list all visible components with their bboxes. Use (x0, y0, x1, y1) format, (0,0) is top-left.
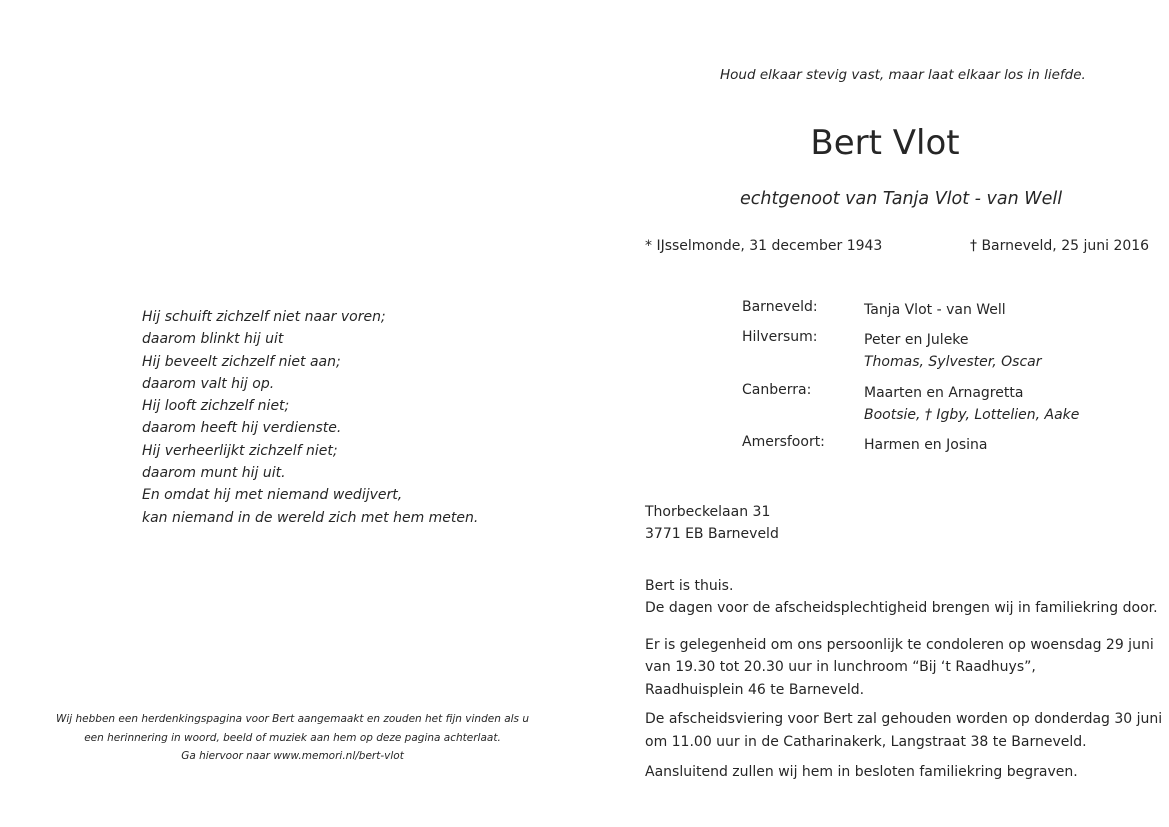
family-row (742, 434, 1079, 456)
info-line: Raadhuisplein 46 te Barneveld. (645, 681, 865, 698)
address-street: Thorbeckelaan 31 (645, 504, 771, 520)
address (645, 501, 779, 546)
poem-line: kan niemand in de wereld zich met hem meten. (142, 509, 479, 526)
family-names: Maarten en Arnagretta (864, 385, 1024, 401)
info-line: Bert is thuis. (645, 577, 734, 594)
family-city: Canberra: (742, 382, 812, 398)
memorial-note (40, 710, 545, 766)
family-row (742, 382, 1079, 434)
memorial-note-line: Wij hebben een herdenkingspagina voor Bert aangemaakt en zouden het fijn vinden als u (55, 713, 530, 725)
family-row (742, 299, 1079, 329)
poem-line: Hij verheerlijkt zichzelf niet; (142, 442, 338, 459)
family-city: Barneveld: (742, 299, 818, 315)
family-names: Harmen en Josina (864, 437, 988, 453)
death-info: † Barneveld, 25 juni 2016 (970, 238, 1150, 254)
info-line: van 19.30 tot 20.30 uur in lunchroom “Bij ‘t Raadhuys”, (645, 659, 1036, 676)
family-names: Tanja Vlot - van Well (864, 302, 1006, 318)
spouse-line: echtgenoot van Tanja Vlot - van Well (740, 189, 1063, 209)
poem-line: Hij schuift zichzelf niet naar voren; (142, 309, 386, 325)
family-city: Hilversum: (742, 329, 818, 345)
info-line: Er is gelegenheid om ons persoonlijk te condoleren op woensdag 29 juni (645, 637, 1154, 654)
memorial-note-line: Ga hiervoor naar www.memori.nl/bert-vlot (181, 750, 404, 762)
poem-line: daarom munt hij uit. (142, 465, 286, 482)
poem (142, 306, 478, 529)
info-line: De dagen voor de afscheidsplechtigheid brengen wij in familiekring door. (645, 599, 1158, 616)
family-list (742, 299, 1079, 456)
info-line: De afscheidsviering voor Bert zal gehouden worden op donderdag 30 juni (645, 711, 1163, 728)
poem-line: Hij looft zichzelf niet; (142, 398, 290, 415)
family-names: Peter en Juleke (864, 332, 969, 348)
poem-line: daarom valt hij op. (142, 375, 275, 392)
family-city: Amersfoort: (742, 434, 825, 450)
info-line: Aansluitend zullen wij hem in besloten familiekring begraven. (645, 763, 1078, 780)
address-city: 3771 EB Barneveld (645, 526, 779, 543)
poem-line: En omdat hij met niemand wedijvert, (142, 487, 403, 504)
family-row (742, 329, 1079, 382)
poem-line: daarom heeft hij verdienste. (142, 420, 342, 437)
deceased-name: Bert Vlot (810, 123, 960, 163)
family-children: Thomas, Sylvester, Oscar (864, 354, 1042, 371)
birth-info: * IJsselmonde, 31 december 1943 (645, 238, 883, 254)
memorial-note-line: een herinnering in woord, beeld of muziek aan hem op deze pagina achterlaat. (84, 731, 501, 744)
poem-line: daarom blinkt hij uit (142, 331, 284, 348)
family-children: Bootsie, † Igby, Lottelien, Aake (864, 407, 1080, 424)
info-line: om 11.00 uur in de Catharinakerk, Langstraat 38 te Barneveld. (645, 733, 1087, 750)
motto: Houd elkaar stevig vast, maar laat elkaar los in liefde. (720, 67, 1086, 83)
poem-line: Hij beveelt zichzelf niet aan; (142, 353, 341, 370)
funeral-info (645, 567, 1163, 783)
